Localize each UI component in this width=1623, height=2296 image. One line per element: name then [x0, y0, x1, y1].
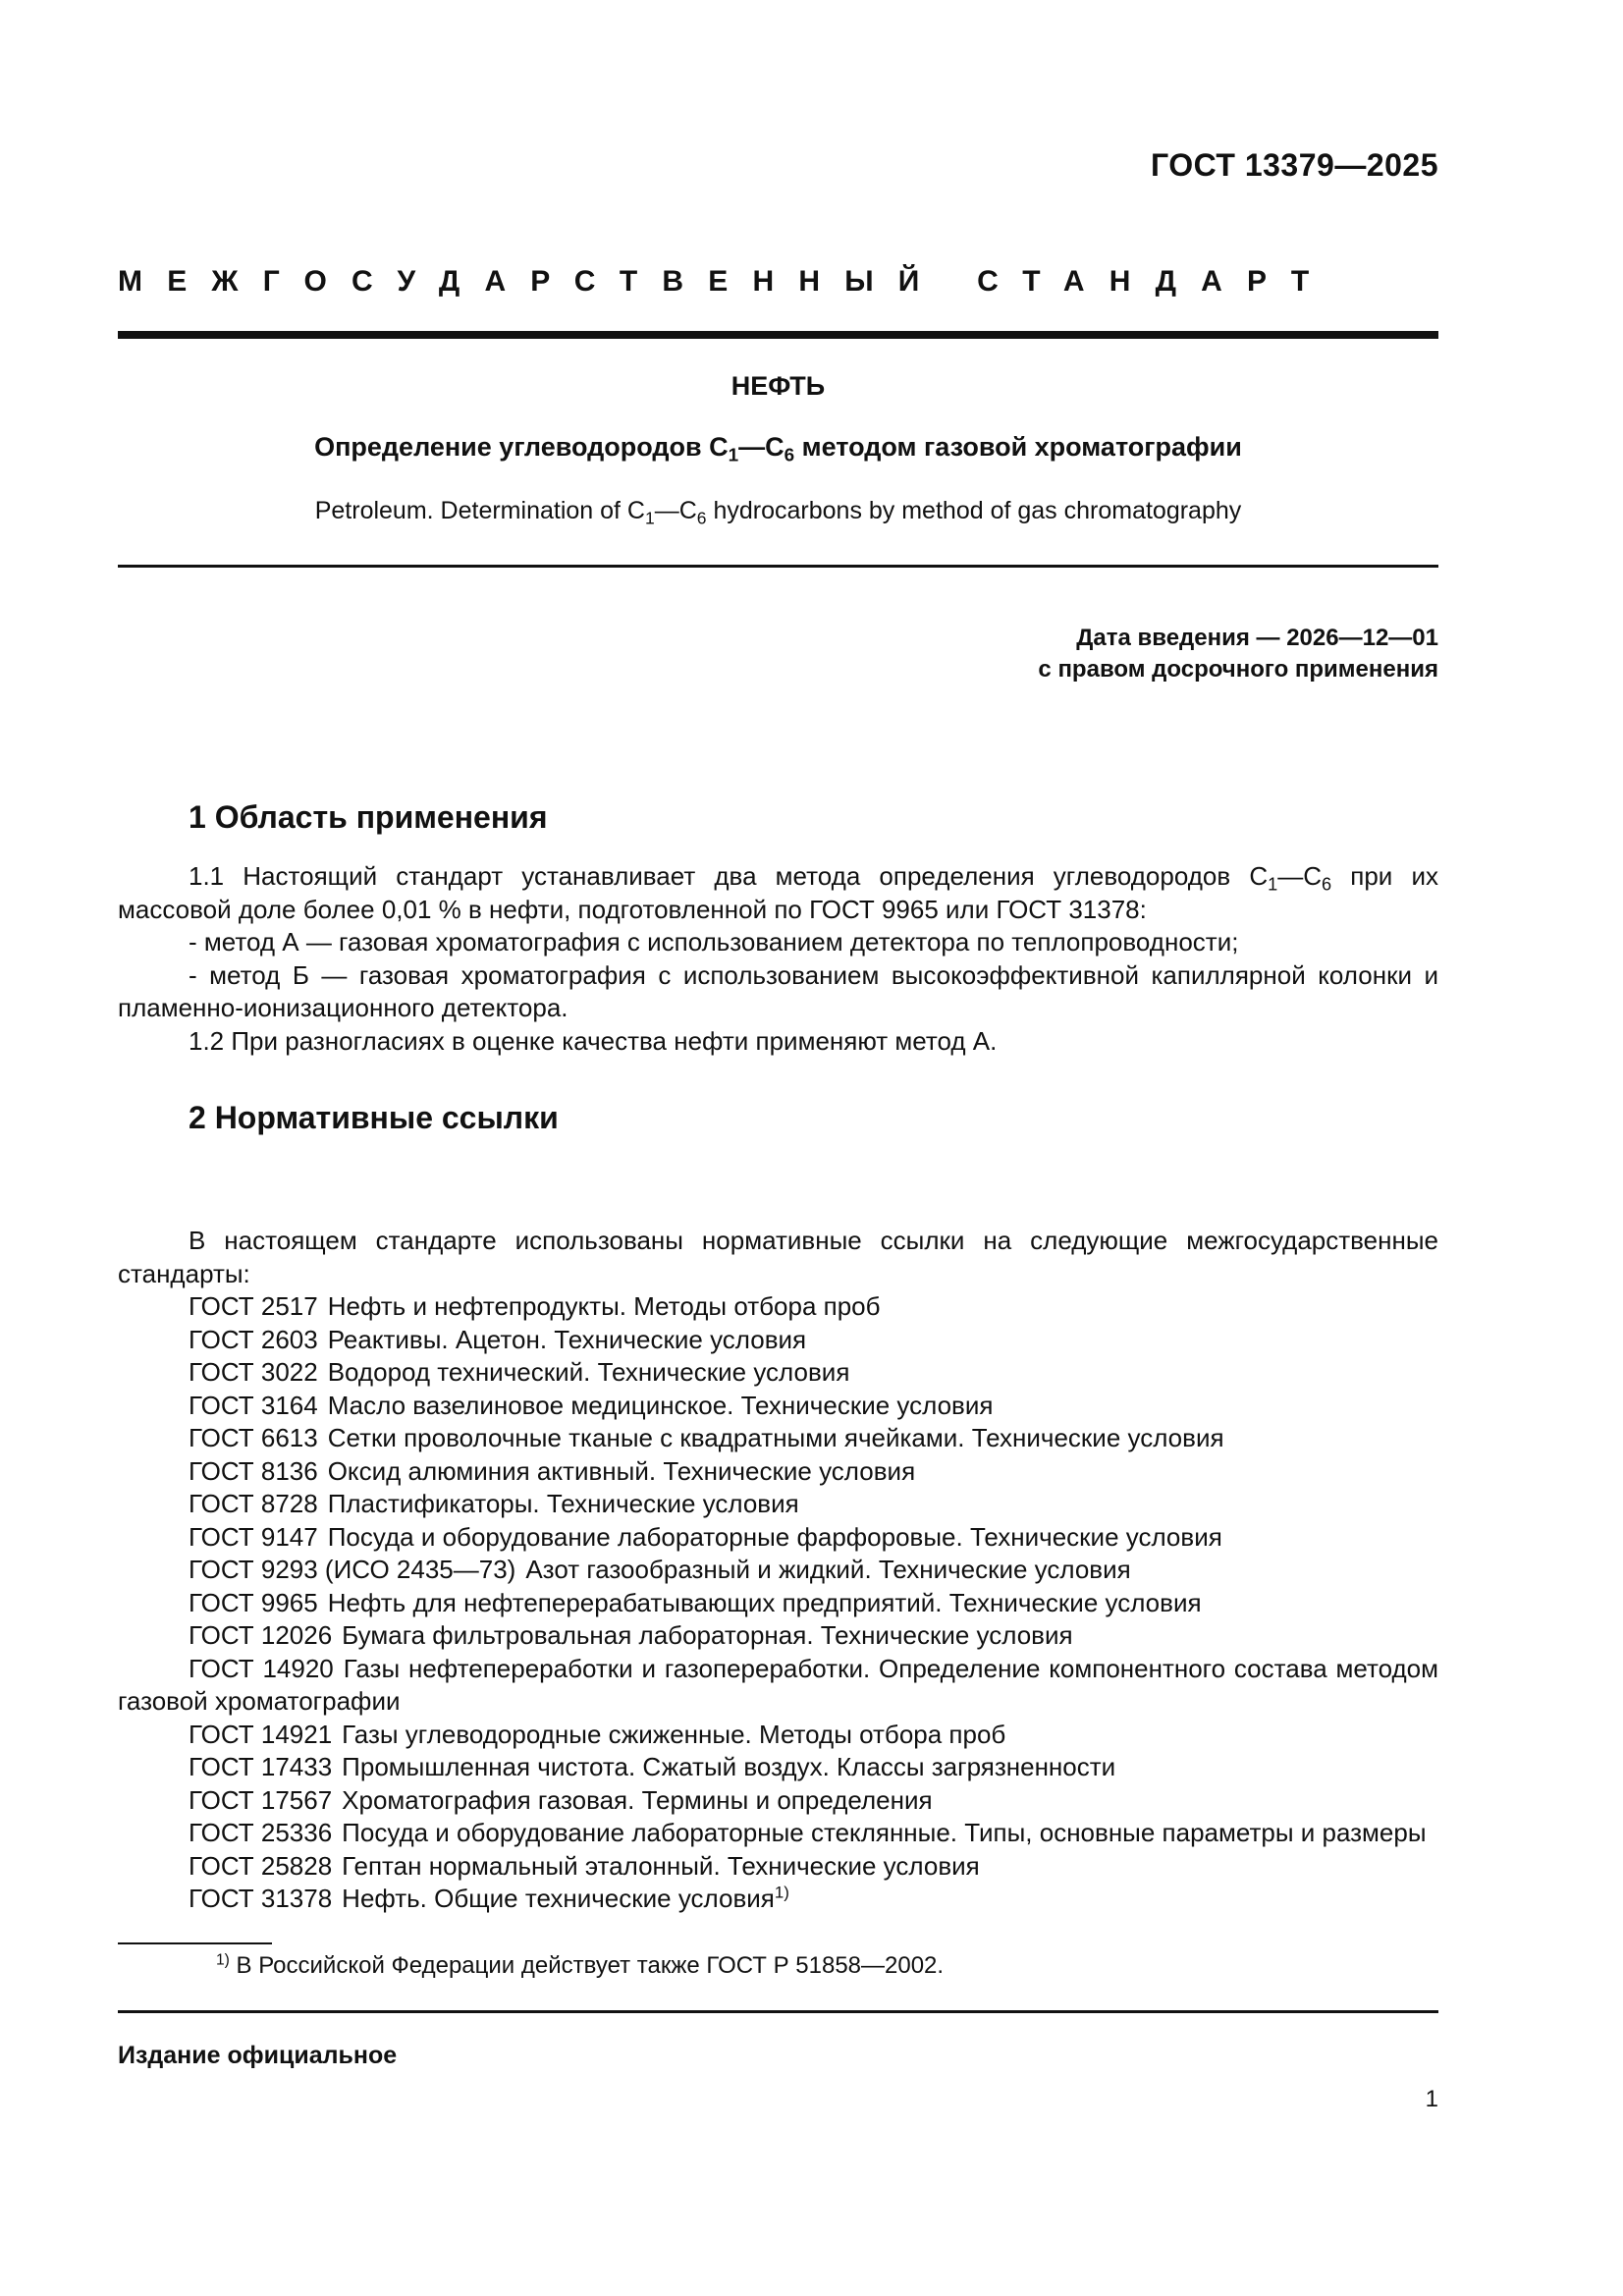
- reference-item: [118, 1587, 1438, 1620]
- reference-title: Масло вазелиновое медицинское. Технические условия: [327, 1390, 994, 1420]
- reference-code: ГОСТ 25828: [189, 1850, 333, 1881]
- reference-title: Оксид алюминия активный. Технические условия: [327, 1455, 916, 1486]
- english-title: Petroleum. Determination of $C_1—C_6$ hydrocarbons by method of gas chromatography: [314, 497, 1242, 528]
- reference-code: ГОСТ 3022: [189, 1357, 318, 1387]
- reference-item: [118, 1554, 1438, 1587]
- footnote: [216, 1952, 944, 1980]
- introduction-date-line: Дата введения — 2026—12—01: [1076, 625, 1438, 651]
- reference-item: [118, 1751, 1438, 1784]
- reference-title: Бумага фильтровальная лабораторная. Технические условия: [342, 1620, 1073, 1650]
- reference-code: ГОСТ 9147: [189, 1521, 318, 1552]
- section-heading-references: 2 Нормативные ссылки: [189, 1100, 559, 1135]
- section-scope-body: [118, 860, 1438, 1058]
- page-number: 1: [1425, 2086, 1438, 2112]
- introduction-date: [1038, 623, 1438, 685]
- reference-code: ГОСТ 25336: [189, 1818, 333, 1847]
- reference-item: [118, 1422, 1438, 1455]
- reference-code: ГОСТ 31378: [189, 1884, 333, 1913]
- footnote-divider: [118, 1942, 272, 1944]
- reference-code: ГОСТ 9965: [189, 1587, 318, 1617]
- footer-divider: [118, 2010, 1438, 2013]
- reference-title: Газы нефтепереработки и газопереработки. Определение компонентного состава методом газовой хроматографии: [118, 1653, 1438, 1716]
- reference-title: Нефть и нефтепродукты. Методы отбора проб: [327, 1291, 881, 1321]
- reference-title: Гептан нормальный эталонный. Технические условия: [342, 1850, 980, 1881]
- document-page: [118, 0, 1438, 2296]
- reference-item: [118, 1883, 1438, 1916]
- reference-item: [118, 1619, 1438, 1653]
- reference-item: [118, 1455, 1438, 1489]
- reference-code: ГОСТ 12026: [189, 1620, 333, 1650]
- reference-item: [118, 1817, 1438, 1850]
- reference-title: Нефть. Общие технические условия: [342, 1884, 775, 1913]
- reference-title: Водород технический. Технические условия: [327, 1357, 850, 1387]
- section-heading-scope: 1 Область применения: [189, 799, 548, 835]
- reference-title: Реактивы. Ацетон. Технические условия: [327, 1324, 807, 1354]
- reference-code: ГОСТ 2603: [189, 1324, 318, 1354]
- reference-code: ГОСТ 14921: [189, 1719, 333, 1749]
- reference-code: ГОСТ 9293 (ИСО 2435—73): [189, 1555, 516, 1584]
- reference-code: ГОСТ 6613: [189, 1423, 318, 1452]
- reference-item: [118, 1324, 1438, 1357]
- reference-code: ГОСТ 17433: [189, 1752, 333, 1781]
- reference-item: [118, 1356, 1438, 1390]
- title-divider: [118, 565, 1438, 568]
- reference-item: [118, 1719, 1438, 1752]
- reference-title: Пластификаторы. Технические условия: [327, 1489, 799, 1518]
- normative-references: [118, 1225, 1438, 1916]
- paragraph-1-1: 1.1 Настоящий стандарт устанавливает два метода определения углеводородов $С_1—С_6$ при их массовой доле более 0,01 % в нефти, подготовленной по ГОСТ 9965 или ГОСТ 31378:: [118, 861, 1438, 924]
- reference-title: Хроматография газовая. Термины и определения: [342, 1784, 933, 1815]
- standard-type: МЕЖГОСУДАРСТВЕННЫЙ СТАНДАРТ: [118, 265, 1334, 298]
- reference-title: Посуда и оборудование лабораторные фарфоровые. Технические условия: [327, 1521, 1222, 1552]
- reference-code: ГОСТ 2517: [189, 1291, 318, 1321]
- reference-code: ГОСТ 8728: [189, 1489, 318, 1518]
- footnote-marker: 1): [216, 1951, 230, 1969]
- footnote-text: В Российской Федерации действует также ГОСТ Р 51858—2002.: [229, 1952, 945, 1979]
- reference-item: [118, 1290, 1438, 1324]
- reference-title: Нефть для нефтеперерабатывающих предприятий. Технические условия: [327, 1587, 1202, 1617]
- early-application-line: с правом досрочного применения: [1038, 656, 1438, 683]
- edition-label: Издание официальное: [118, 2042, 398, 2069]
- reference-title: Газы углеводородные сжиженные. Методы отбора проб: [342, 1719, 1006, 1749]
- reference-item: [118, 1850, 1438, 1884]
- header-divider: [118, 331, 1438, 339]
- document-subtitle: Определение углеводородов $С_1—С_6$ методом газовой хроматографии: [314, 432, 1242, 466]
- reference-list: [118, 1290, 1438, 1916]
- reference-code: ГОСТ 3164: [189, 1390, 318, 1420]
- reference-item: [118, 1488, 1438, 1521]
- document-number: ГОСТ 13379—2025: [1150, 147, 1438, 183]
- reference-item: [118, 1784, 1438, 1818]
- reference-title: Азот газообразный и жидкий. Технические условия: [525, 1555, 1131, 1584]
- document-title: НЕФТЬ: [730, 371, 826, 401]
- method-b-item: - метод Б — газовая хроматография с использованием высокоэффективной капиллярной колонки и пламенно-ионизационного детектора.: [118, 959, 1438, 1022]
- reference-item: [118, 1390, 1438, 1423]
- method-a-item: - метод А — газовая хроматография с использованием детектора по теплопроводности;: [189, 927, 1239, 957]
- reference-title: Посуда и оборудование лабораторные стеклянные. Типы, основные параметры и размеры: [342, 1818, 1427, 1847]
- paragraph-1-2: 1.2 При разногласиях в оценке качества нефти применяют метод А.: [189, 1025, 998, 1056]
- reference-title: Сетки проволочные тканые с квадратными ячейками. Технические условия: [327, 1423, 1224, 1452]
- reference-code: ГОСТ 17567: [189, 1784, 333, 1815]
- reference-item: [118, 1521, 1438, 1555]
- reference-code: ГОСТ 8136: [189, 1455, 318, 1486]
- reference-item: [118, 1653, 1438, 1719]
- reference-title: Промышленная чистота. Сжатый воздух. Классы загрязненности: [342, 1752, 1116, 1781]
- reference-code: ГОСТ 14920: [189, 1653, 334, 1683]
- reference-footnote-marker: 1): [774, 1883, 789, 1902]
- references-intro: В настоящем стандарте использованы нормативные ссылки на следующие межгосударственные стандарты:: [118, 1226, 1438, 1288]
